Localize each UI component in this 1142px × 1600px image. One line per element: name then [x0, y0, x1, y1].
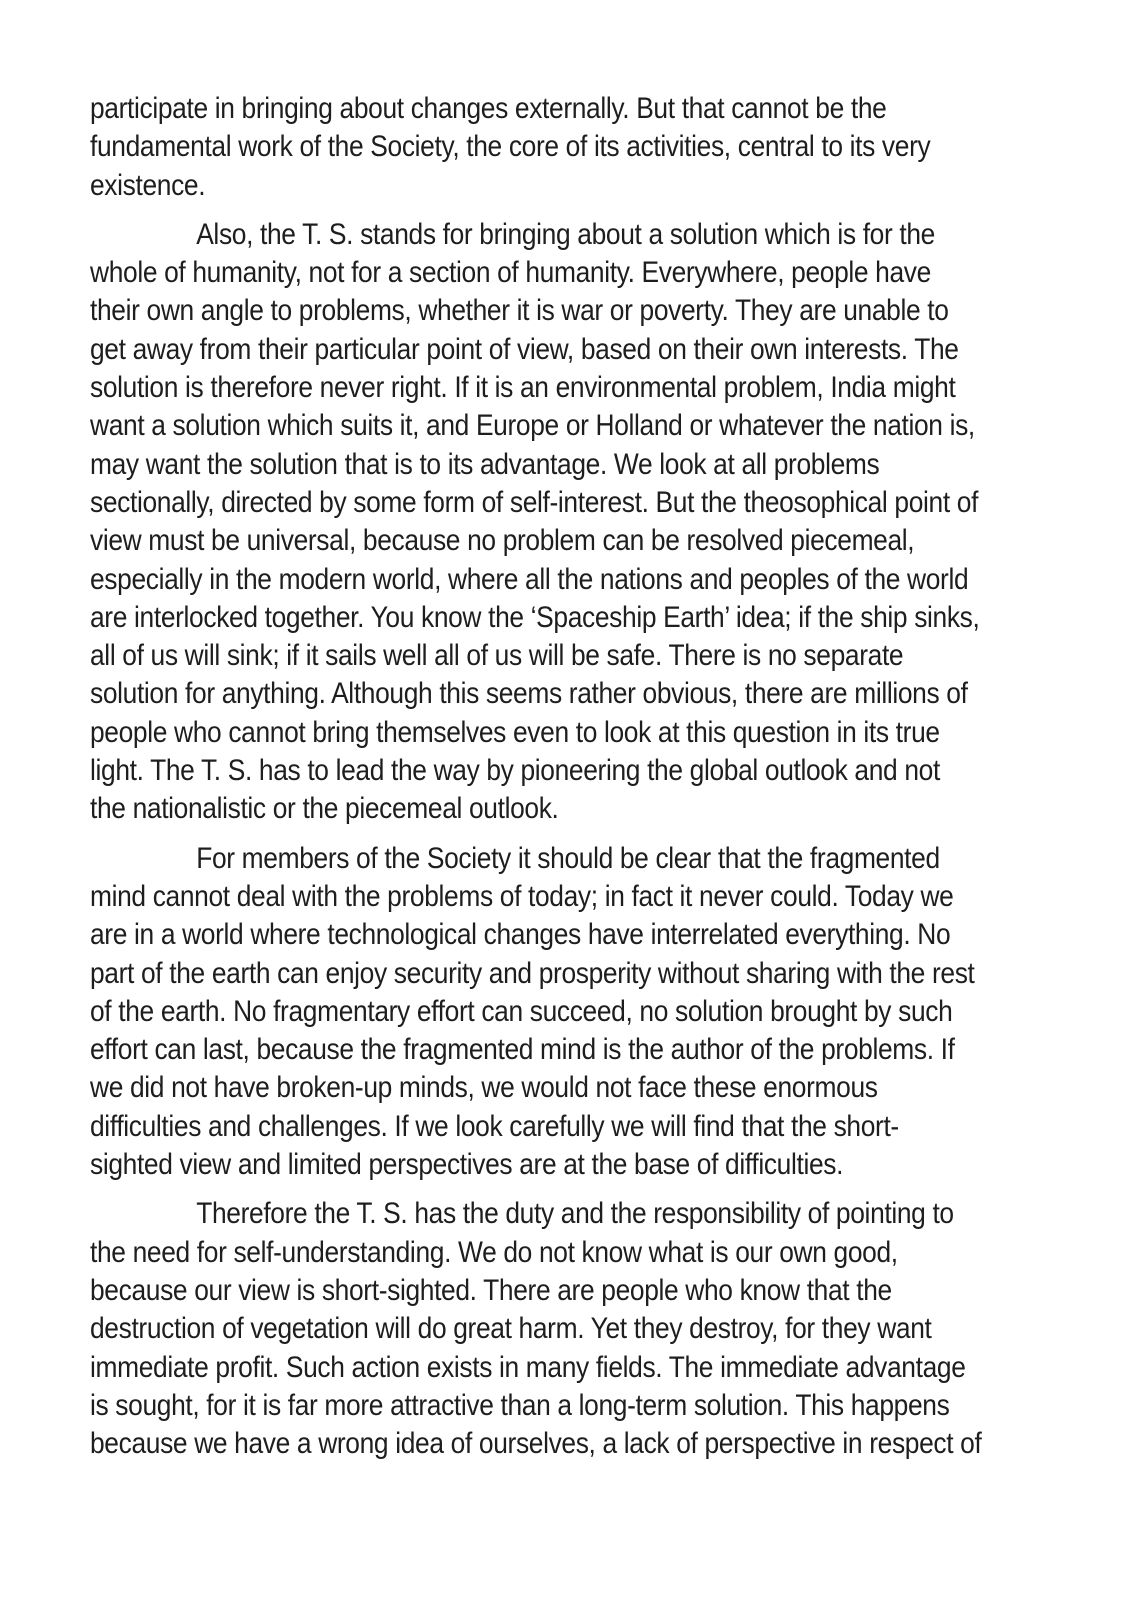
text-line: is sought, for it is far more attractive than a long-term solution. This happens — [90, 1388, 950, 1422]
text-line: the need for self-understanding. We do not know what is our own good, — [90, 1235, 898, 1269]
text-line: may want the solution that is to its advantage. We look at all problems — [90, 447, 880, 481]
text-line: of the earth. No fragmentary effort can succeed, no solution brought by such — [90, 994, 953, 1028]
text-line: solution for anything. Although this seems rather obvious, there are millions of — [90, 677, 968, 711]
text-line: people who cannot bring themselves even to look at this question in its true — [90, 715, 940, 749]
paragraph-2 — [90, 216, 1052, 829]
text-line: especially in the modern world, where all the nations and peoples of the world — [90, 562, 969, 596]
document-page — [90, 90, 1052, 1463]
paragraph-4 — [90, 1195, 1052, 1463]
text-line: get away from their particular point of view, based on their own interests. The — [90, 332, 959, 366]
text-line: are in a world where technological changes have interrelated everything. No — [90, 918, 951, 952]
text-line: immediate profit. Such action exists in many fields. The immediate advantage — [90, 1350, 966, 1384]
text-line: because we have a wrong idea of ourselves, a lack of perspective in respect of — [90, 1427, 982, 1461]
text-line: sighted view and limited perspectives are at the base of difficulties. — [90, 1148, 844, 1182]
text-line: participate in bringing about changes externally. But that cannot be the — [90, 92, 887, 125]
text-line: Therefore the T. S. has the duty and the responsibility of pointing to — [196, 1197, 954, 1231]
text-line: mind cannot deal with the problems of today; in fact it never could. Today we — [90, 879, 954, 913]
text-line: effort can last, because the fragmented mind is the author of the problems. If — [90, 1033, 955, 1067]
text-line: all of us will sink; if it sails well all of us will be safe. There is no separate — [90, 639, 904, 673]
text-line: Also, the T. S. stands for bringing about a solution which is for the — [196, 217, 935, 251]
text-line: destruction of vegetation will do great harm. Yet they destroy, for they want — [90, 1312, 932, 1346]
text-line: because our view is short-sighted. There are people who know that the — [90, 1273, 892, 1307]
text-line: their own angle to problems, whether it is war or poverty. They are unable to — [90, 294, 949, 328]
text-line: want a solution which suits it, and Europe or Holland or whatever the nation is, — [90, 409, 975, 443]
paragraph-1 — [90, 90, 1052, 205]
text-line: For members of the Society it should be clear that the fragmented — [196, 841, 940, 875]
text-line: are interlocked together. You know the ‘Spaceship Earth’ idea; if the ship sinks, — [90, 600, 980, 634]
text-line: view must be universal, because no problem can be resolved piecemeal, — [90, 524, 915, 558]
text-line: part of the earth can enjoy security and prosperity without sharing with the rest — [90, 956, 975, 990]
text-line: existence. — [90, 168, 206, 202]
text-line: whole of humanity, not for a section of humanity. Everywhere, people have — [90, 256, 931, 290]
text-line: the nationalistic or the piecemeal outlook. — [90, 792, 559, 826]
text-line: fundamental work of the Society, the core of its activities, central to its very — [90, 130, 931, 164]
text-line: difficulties and challenges. If we look carefully we will find that the short- — [90, 1109, 899, 1143]
paragraph-3 — [90, 840, 1052, 1185]
text-line: we did not have broken-up minds, we would not face these enormous — [90, 1071, 878, 1105]
text-line: solution is therefore never right. If it is an environmental problem, India might — [90, 371, 956, 405]
text-line: sectionally, directed by some form of self-interest. But the theosophical point of — [90, 485, 979, 519]
text-line: light. The T. S. has to lead the way by pioneering the global outlook and not — [90, 754, 940, 788]
